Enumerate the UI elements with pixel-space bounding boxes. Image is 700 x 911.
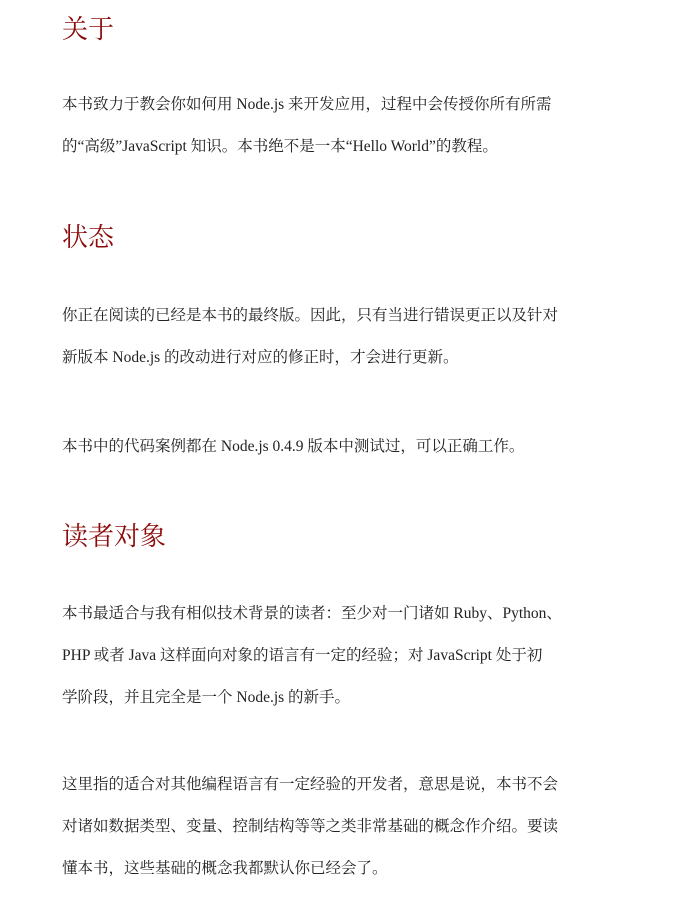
text-line: 你正在阅读的已经是本书的最终版。因此，只有当进行错误更正以及针对 [62,307,559,324]
paragraph-audience [62,593,642,719]
paragraph-audience-detail [62,764,642,890]
text-line: 本书中的代码案例都在 Node.js 0.4.9 版本中测试过，可以正确工作。 [62,438,525,455]
heading-status: 状态 [62,223,115,253]
text-line: 学阶段，并且完全是一个 Node.js 的新手。 [62,689,351,706]
text-line: 本书致力于教会你如何用 Node.js 来开发应用，过程中会传授你所有所需 [62,96,552,113]
paragraph-tested-version [62,426,642,468]
text-line: 的“高级”JavaScript 知识。本书绝不是一本“Hello World”的教程。 [62,138,498,155]
text-line: 新版本 Node.js 的改动进行对应的修正时，才会进行更新。 [62,349,459,366]
text-line: 对诸如数据类型、变量、控制结构等等之类非常基础的概念作介绍。要读 [62,818,559,835]
heading-audience: 读者对象 [62,522,167,552]
text-line: 这里指的适合对其他编程语言有一定经验的开发者，意思是说，本书不会 [62,776,559,793]
paragraph-status [62,295,642,379]
paragraph-about [62,84,642,168]
text-line: 本书最适合与我有相似技术背景的读者：至少对一门诸如 Ruby、Python、 [62,605,562,622]
text-line: 懂本书，这些基础的概念我都默认你已经会了。 [62,860,388,877]
heading-about: 关于 [62,15,115,45]
text-line: PHP 或者 Java 这样面向对象的语言有一定的经验；对 JavaScript 处于初 [62,647,543,664]
